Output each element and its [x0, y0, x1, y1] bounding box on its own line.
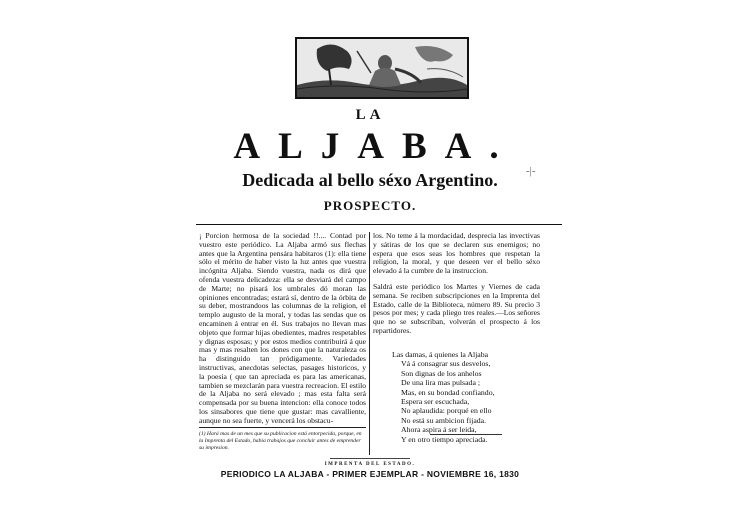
- newspaper-subtitle: Dedicada al bello séxo Argentino.: [242, 170, 498, 190]
- left-paragraph: ¡ Porcion hermosa de la sociedad !!.... Contad por vuestro este periódico. La Aljaba armó sus flechas antes que la Argentina pensára habitaros (1): ella tiene sólo el mérito de haber visto la luz antes que vuestra incógnita Aljaba. Siendo vuestra, nada os dirá que ofenda vuestra delicadeza: ella se desviará del campo de Marte; no pisará los umbrales dó moran las opiniones encontradas; estará sí, dentro de la órbita de su deber, mostrandoos las columnas de la religion, el templo augusto de la moral, y todas las sendas que os encaminen á entrar en él. Sus trabajos no llevan mas objeto que formar hijas obedientes, madres respetables y dignas esposas; y por estos medios contribuirá á que mas y mas resalten los dones con que la naturaleza os ha distinguido tan pródigamente. Variedades instructivas, anecdotas selectas, pasages historicos, y la poesia ( que tan apreciada es para las americanas, tambien se mezclarán para vuestra recreacion. El estilo de la Aljaba no será elevado ; mas esta falta será compensada por su buena intencion: ella conoce todos los sinsabores que tiene que gustar: mas cavalliente, aunque no sea fuerte, y vencerá los obstacu-: [199, 231, 366, 425]
- section-heading: PROSPECTO.: [323, 198, 417, 213]
- column-divider: [369, 232, 370, 455]
- poem-line: Y en otro tiempo apreciada.: [401, 434, 488, 444]
- poem-line: Ahora aspira á ser leida,: [401, 425, 477, 435]
- right-paragraph: Saldrá este periódico los Martes y Viernes de cada semana. Se reciben subscripciones en la Imprenta del Estado, calle de la Biblioteca, número 89. Su precio 3 pesos por mes; y cada pliego tres reales.—Los señores que no se subscriban, volverán el prospecto á los repartidores.: [373, 281, 540, 335]
- newspaper-title: ALJABA.: [233, 126, 517, 167]
- poem: [392, 350, 552, 444]
- title-article: LA: [355, 107, 385, 123]
- vignette-drawing: [297, 39, 467, 97]
- left-column: [199, 232, 366, 426]
- right-paragraph: los. No teme á la mordacidad, desprecia las invectivas y sátiras de los que se declaren sus enemigos; no espera que esos seas los hombres que respetan la religion, la moral, y que deseen ver el bello séxo elevado á la cumbre de la instruccion.: [373, 231, 540, 276]
- poem-line: De una lira mas pulsada ;: [401, 378, 481, 388]
- header-divider: [196, 224, 562, 225]
- poem-line: Las damas, á quienes la Aljaba: [392, 350, 489, 359]
- registration-mark: -|-: [526, 165, 536, 177]
- poem-line: Espera ser escuchada,: [401, 397, 470, 407]
- printer-imprint: IMPRENTA DEL ESTADO.: [324, 462, 416, 467]
- poem-line: Son dignas de los anhelos: [401, 368, 482, 378]
- poem-line: No aplaudida: porqué en ello: [401, 406, 492, 416]
- image-caption: PERIODICO LA ALJABA - PRIMER EJEMPLAR - NOVIEMBRE 16, 1830: [220, 469, 520, 479]
- poem-line: Vá á consagrar sus desvelos,: [401, 359, 491, 369]
- printer-divider: [330, 458, 410, 459]
- poem-divider: [430, 434, 502, 435]
- right-column: [373, 232, 540, 343]
- footnote: (1) Hará mas de un mes que su publicacion está entorpecida, porque, en la Imprenta del Estado, había trabajos que concluir antes de emprender su impresion.: [199, 431, 362, 451]
- poem-line: No está su ambicion fijada.: [401, 415, 487, 425]
- footnote-divider: [199, 427, 366, 428]
- poem-line: Mas, en su bondad confiando,: [401, 387, 495, 397]
- allegorical-vignette-image: [295, 37, 469, 99]
